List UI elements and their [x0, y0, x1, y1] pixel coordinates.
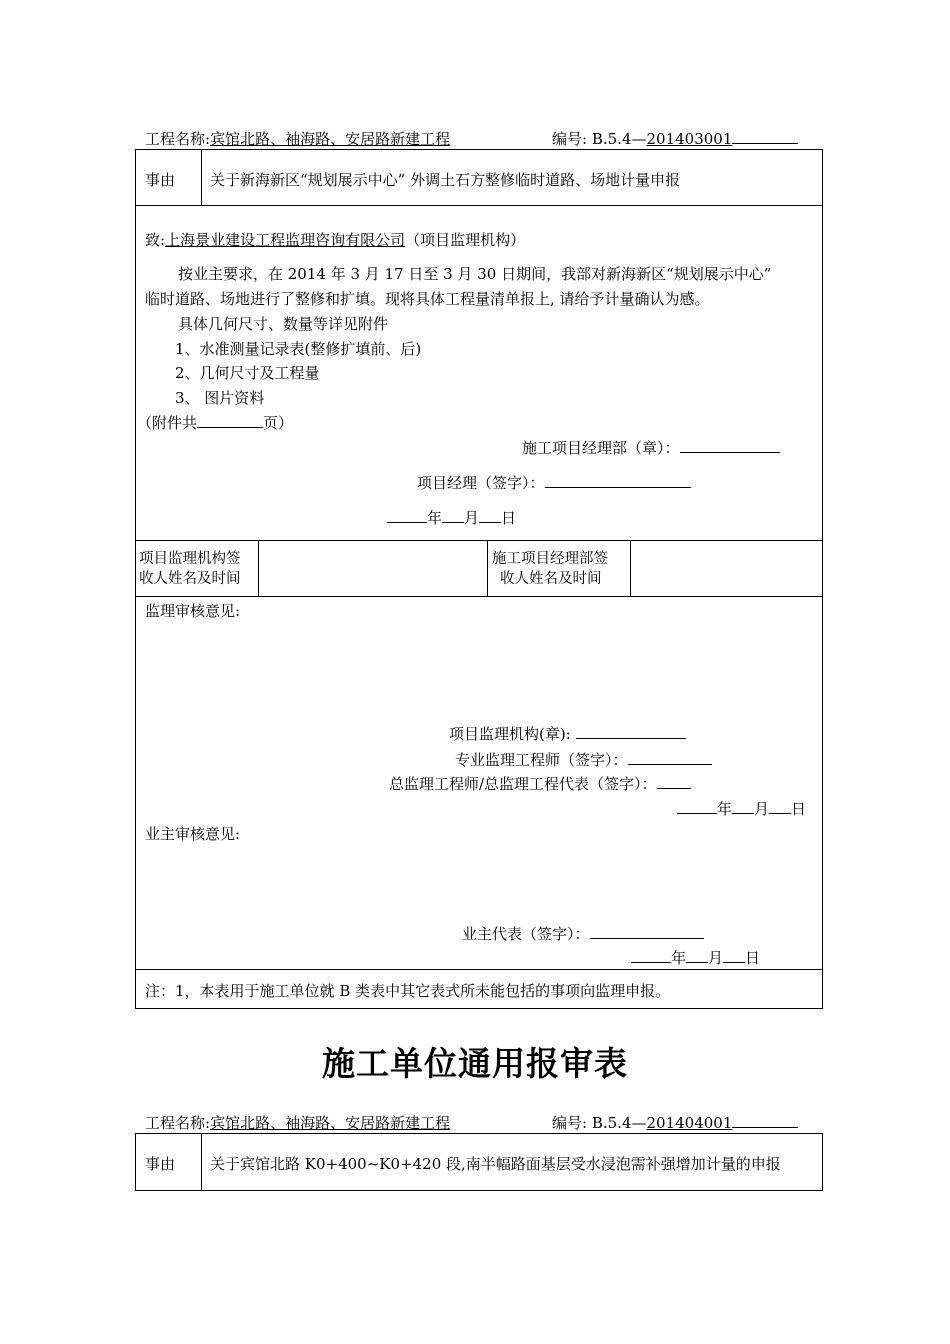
sign-divider-2 [487, 540, 488, 596]
matter-divider [201, 150, 202, 205]
matter-row-bottom [136, 205, 822, 206]
project-name-2: 宾馆北路、袖海路、安居路新建工程 [210, 1114, 451, 1132]
footnote: 注：1，本表用于施工单位就 B 类表中其它表式所未能包括的事项向监理申报。 [145, 982, 671, 1000]
matter-label: 事由 [145, 171, 176, 189]
body-line-2: 临时道路、场地进行了整修和扩填。现将具体工程量清单报上, 请给予计量确认为感。 [145, 290, 710, 308]
sign-divider-1 [258, 540, 259, 596]
sign-divider-3 [630, 540, 631, 596]
project-label-2: 工程名称: [145, 1114, 211, 1132]
supervisor-org-line [449, 723, 686, 744]
sign-left-line-1: 项目监理机构签 [139, 551, 241, 567]
body-line-3: 具体几何尺寸、数量等详见附件 [178, 315, 389, 333]
supervisor-engineer-label: 专业监理工程师（签字）： [455, 751, 628, 769]
to-org: 上海景业建设工程监理咨询有限公司 [165, 231, 406, 249]
to-label: 致: [145, 231, 166, 249]
manager-sign-line [417, 472, 691, 493]
matter-label-2: 事由 [145, 1155, 176, 1173]
sign-right-line-1: 施工项目经理部签 [492, 551, 608, 567]
project-name-line-2 [145, 1112, 450, 1133]
attachment-count-suffix: 页） [263, 414, 294, 432]
attachment-count-blank [197, 413, 263, 428]
number-prefix-2: B.5.4— [591, 1114, 647, 1132]
chief-supervisor-line [389, 773, 691, 794]
dept-stamp-line [522, 437, 780, 458]
addressee-line [145, 229, 525, 250]
manager-label: 项目经理（签字）： [417, 474, 545, 492]
body-line-1: 按业主要求，在 2014 年 3 月 17 日至 3 月 30 日期间，我部对新海新区“规划展示中心” [178, 265, 772, 283]
dept-label: 施工项目经理部（章）： [522, 439, 680, 457]
attachment-1: 1、水准测量记录表(整修扩填前、后) [175, 340, 422, 358]
date-line-2: 年 月 日 [677, 798, 806, 819]
form-number-line-2 [552, 1112, 798, 1133]
form-title: 施工单位通用报审表 [322, 1044, 628, 1083]
note-row-top [136, 969, 822, 970]
project-name-line [145, 128, 450, 149]
supervisor-engineer-line [455, 749, 712, 770]
number-value-2: 201404001 [646, 1114, 733, 1132]
month-label: 月 [464, 509, 480, 527]
number-value: 201403001 [646, 130, 733, 148]
matter-text: 关于新海新区“规划展示中心” 外调土石方整修临时道路、场地计量申报 [210, 171, 681, 189]
sign-left-line-2: 收人姓名及时间 [139, 571, 241, 587]
matter-divider-2 [201, 1134, 202, 1190]
owner-rep-line [462, 923, 704, 944]
manager-blank [545, 473, 691, 488]
sign-right-line-2: 收人姓名及时间 [500, 571, 602, 587]
form-number-line [552, 128, 798, 149]
day-label: 日 [501, 509, 517, 527]
number-label: 编号: [552, 130, 588, 148]
date-line-1 [387, 507, 516, 528]
supervisor-opinion-label: 监理审核意见: [145, 602, 241, 620]
attachment-count-prefix: （附件共 [137, 414, 198, 432]
matter-text-2: 关于宾馆北路 K0+400~K0+420 段,南半幅路面基层受水浸泡需补强增加计量的申报 [210, 1155, 781, 1173]
chief-supervisor-label: 总监理工程师/总监理工程代表（签字）： [389, 775, 657, 793]
attachment-count [137, 412, 293, 433]
supervisor-org-label: 项目监理机构(章): [449, 725, 571, 743]
project-label: 工程名称: [145, 130, 211, 148]
owner-opinion-label: 业主审核意见: [145, 825, 241, 843]
year-label: 年 [427, 509, 443, 527]
owner-rep-label: 业主代表（签字）： [462, 925, 590, 943]
project-name: 宾馆北路、袖海路、安居路新建工程 [210, 130, 451, 148]
number-label-2: 编号: [552, 1114, 588, 1132]
number-blank [732, 129, 798, 144]
to-suffix: （项目监理机构） [405, 231, 526, 249]
dept-blank [680, 438, 780, 453]
sign-row-top [136, 540, 822, 541]
number-prefix: B.5.4— [591, 130, 647, 148]
attachment-3: 3、 图片资料 [175, 389, 265, 407]
attachment-2: 2、几何尺寸及工程量 [175, 364, 320, 382]
date-line-3: 年 月 日 [631, 947, 760, 968]
sign-row-bottom [136, 596, 822, 597]
